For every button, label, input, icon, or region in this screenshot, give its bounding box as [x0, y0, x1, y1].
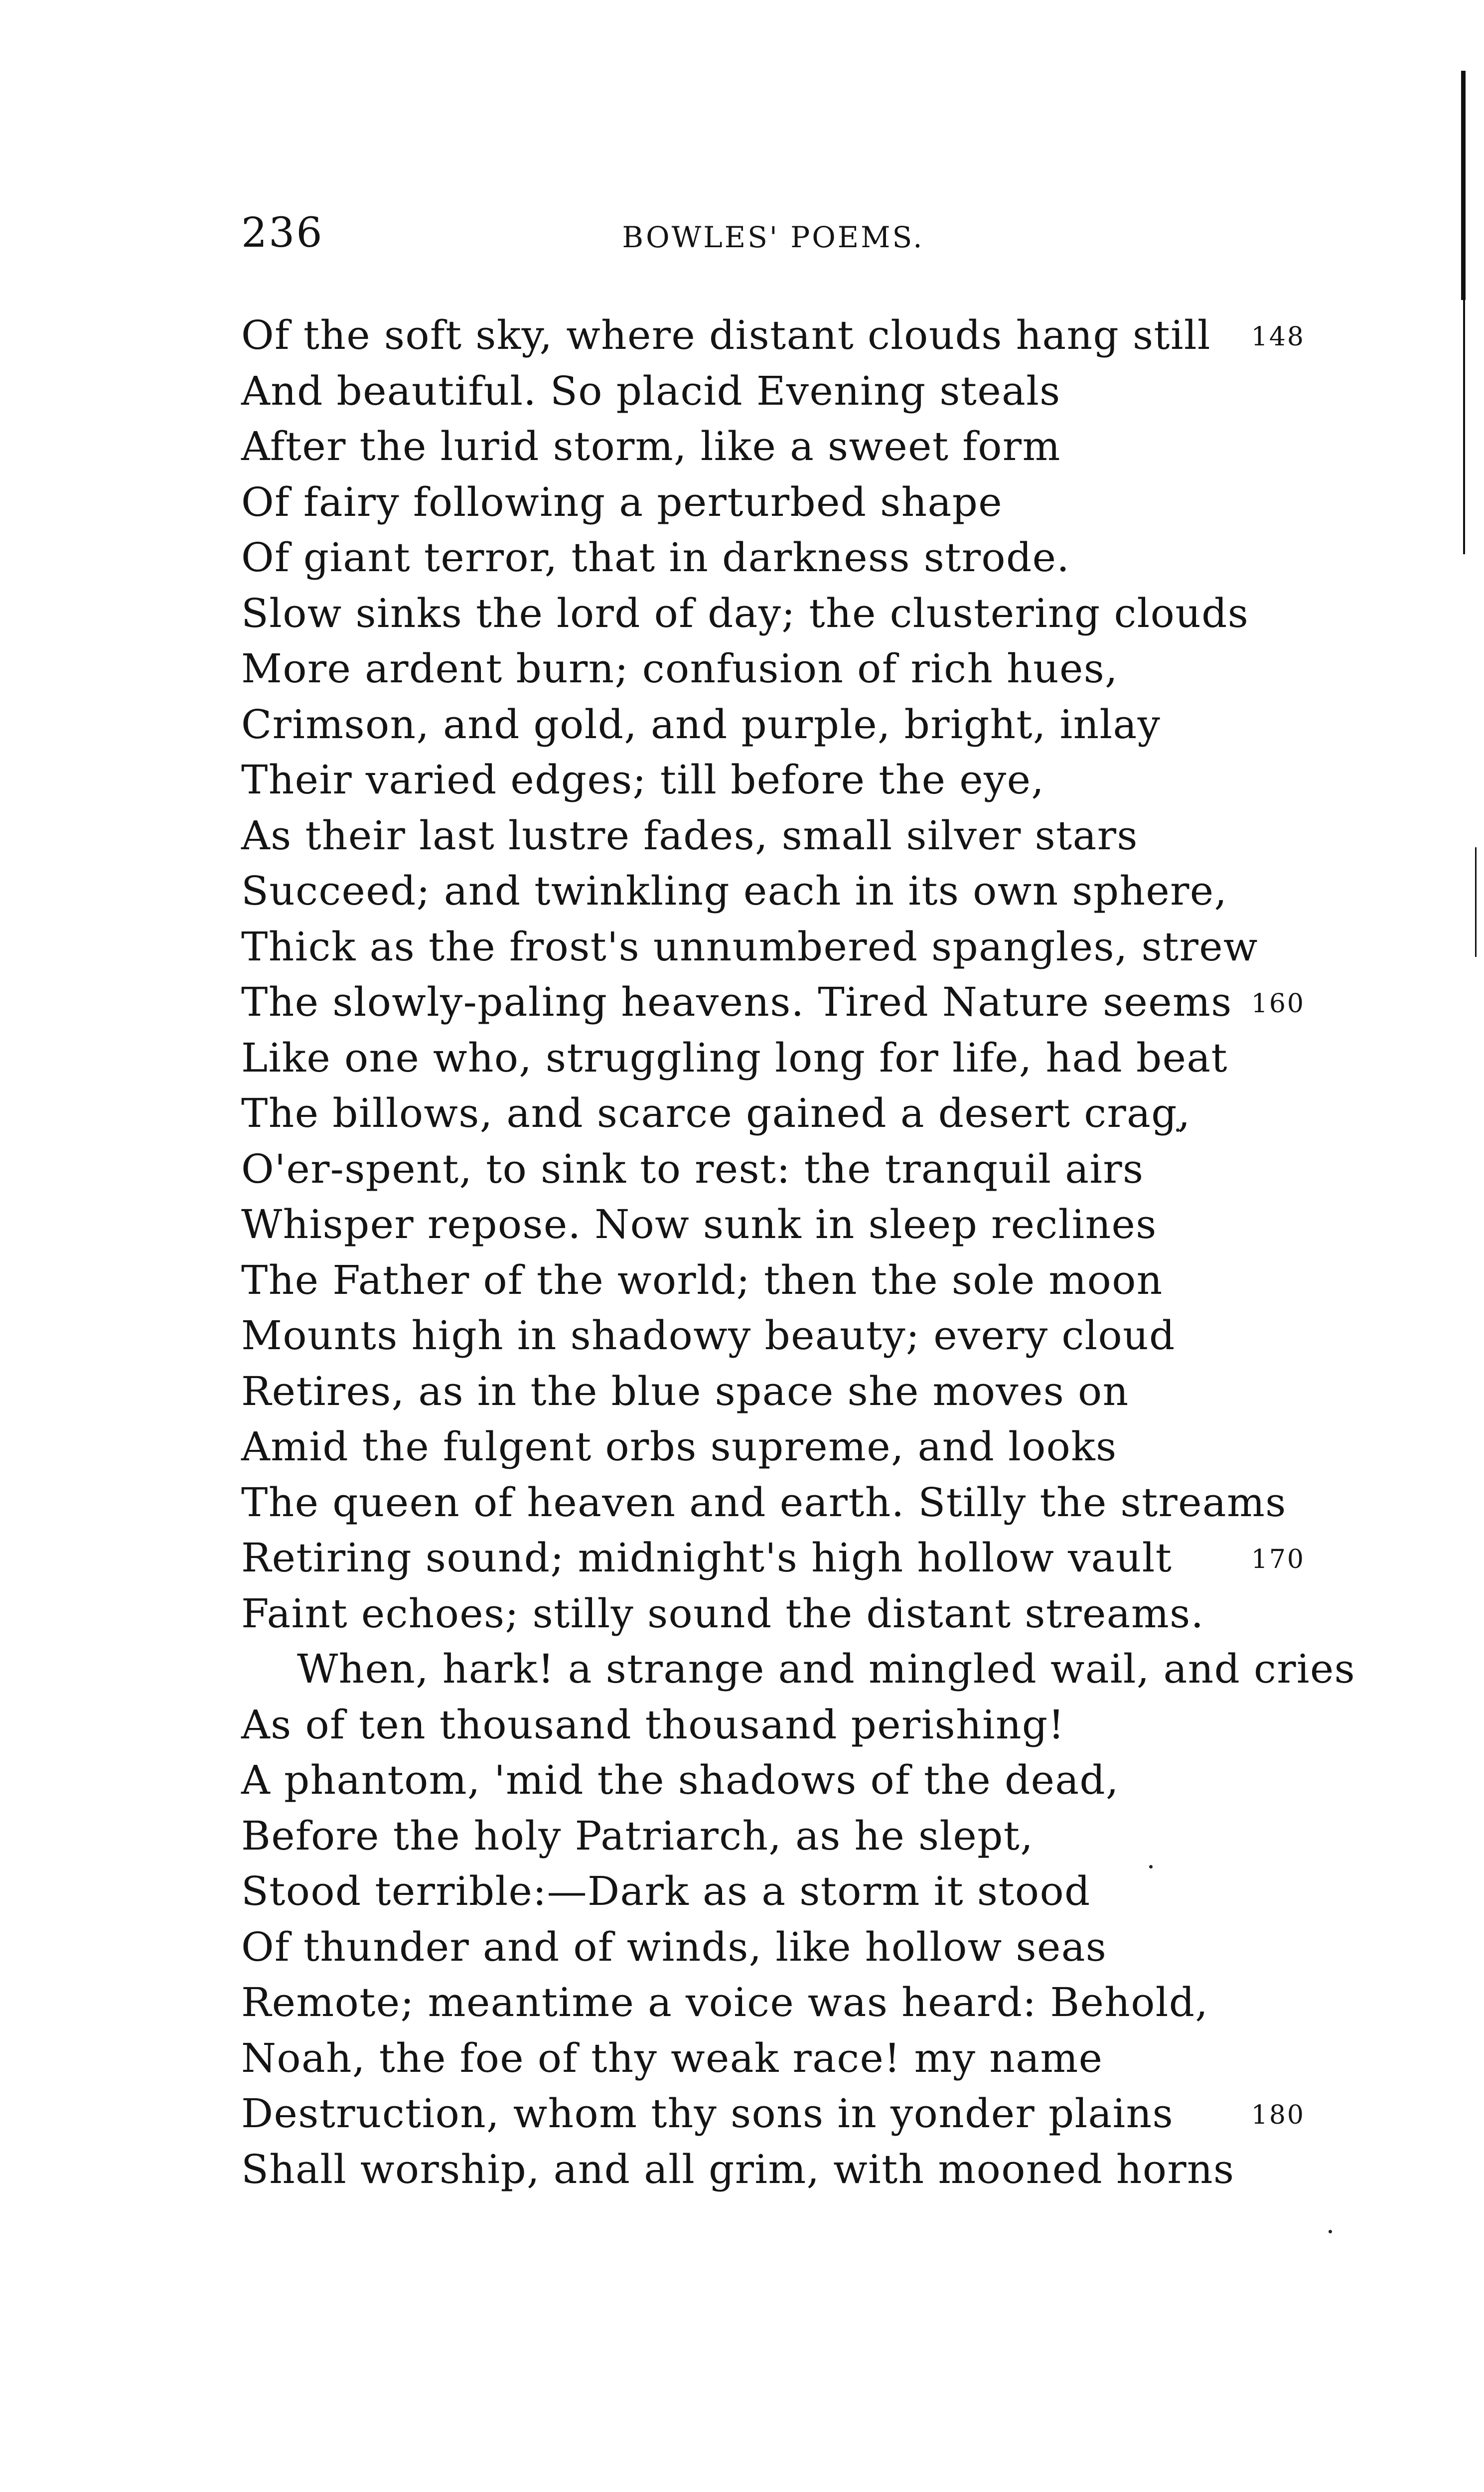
line-number: 170 — [1251, 1545, 1305, 1574]
line-number: 148 — [1251, 322, 1305, 352]
print-speck — [1329, 2230, 1332, 2233]
poem-line-text: As of ten thousand thousand perishing! — [241, 1701, 1065, 1748]
poem-line-text: As their last lustre fades, small silver stars — [241, 812, 1138, 859]
poem-line — [241, 1030, 1305, 1086]
poem-line — [241, 752, 1305, 808]
poem-line — [241, 308, 1305, 363]
poem-line-text: Slow sinks the lord of day; the clustering clouds — [241, 590, 1249, 636]
poem-line-text: Like one who, struggling long for life, had beat — [241, 1034, 1228, 1081]
poem-line-text: Of the soft sky, where distant clouds hang still — [241, 312, 1211, 358]
poem-line-text: The billows, and scarce gained a desert crag, — [241, 1090, 1191, 1136]
poem-line-text: Of thunder and of winds, like hollow seas — [241, 1923, 1107, 1970]
poem-line-text: Of fairy following a perturbed shape — [241, 478, 1003, 525]
poem-line — [241, 697, 1305, 753]
poem-line-text: Of giant terror, that in darkness strode. — [241, 534, 1070, 581]
poem-line-text: Before the holy Patriarch, as he slept, — [241, 1812, 1034, 1859]
poem-line-text: A phantom, 'mid the shadows of the dead, — [241, 1757, 1119, 1803]
poem-line — [241, 1697, 1305, 1753]
poem-line-text: Stood terrible:—Dark as a storm it stood — [241, 1868, 1091, 1914]
poem-line — [241, 2086, 1305, 2142]
poem-line — [241, 974, 1305, 1030]
poem-line-text: The Father of the world; then the sole moon — [241, 1256, 1163, 1303]
line-number: 160 — [1251, 989, 1305, 1019]
binding-edge-mark — [1461, 71, 1466, 300]
poem-line-text: Shall worship, and all grim, with mooned horns — [241, 2146, 1235, 2192]
poem-line — [241, 1141, 1305, 1197]
poem-line — [241, 1308, 1305, 1364]
poem-line — [241, 1864, 1305, 1919]
poem-line — [241, 586, 1305, 641]
poem-line-text: Noah, the foe of thy weak race! my name — [241, 2034, 1103, 2081]
poem-line-text: Retires, as in the blue space she moves on — [241, 1368, 1129, 1414]
poem-line — [241, 1086, 1305, 1141]
poem-line — [241, 808, 1305, 864]
poem-line — [241, 363, 1305, 419]
poem-line — [241, 1641, 1356, 1697]
poem-line-text: The queen of heaven and earth. Stilly the streams — [241, 1479, 1287, 1526]
poem-line-text: Mounts high in shadowy beauty; every cloud — [241, 1312, 1176, 1359]
poem-line-text: Whisper repose. Now sunk in sleep reclines — [241, 1201, 1157, 1247]
poem-line-text: Succeed; and twinkling each in its own sphere, — [241, 868, 1228, 914]
poem-line — [241, 1919, 1305, 1975]
poem-line — [241, 1364, 1305, 1419]
poem-line — [241, 2142, 1305, 2197]
line-number: 180 — [1251, 2100, 1305, 2130]
poem-line — [241, 1252, 1305, 1308]
poem-line — [241, 1975, 1305, 2030]
page-header — [241, 208, 1305, 258]
poem-line-text: Crimson, and gold, and purple, bright, inlay — [241, 701, 1161, 748]
poem-line — [241, 2030, 1305, 2086]
page-number: 236 — [241, 209, 324, 257]
poem-line — [241, 1475, 1305, 1531]
poem-line-text: Retiring sound; midnight's high hollow vault — [241, 1535, 1173, 1581]
poem-line — [241, 1419, 1305, 1475]
poem-body — [241, 308, 1356, 2197]
poem-line — [241, 530, 1305, 586]
poem-line — [241, 419, 1305, 474]
poem-line-text: After the lurid storm, like a sweet form — [241, 423, 1061, 469]
poem-line-text: Destruction, whom thy sons in yonder plains — [241, 2090, 1174, 2137]
poem-line — [241, 1197, 1305, 1252]
poem-line-text: Amid the fulgent orbs supreme, and looks — [241, 1423, 1117, 1470]
binding-edge-mark — [1475, 847, 1477, 957]
poem-line — [241, 1808, 1305, 1864]
poem-line — [241, 474, 1305, 530]
poem-line — [241, 641, 1305, 697]
poem-line-text: Thick as the frost's unnumbered spangles, strew — [241, 923, 1258, 970]
poem-line-text: O'er-spent, to sink to rest: the tranquil airs — [241, 1145, 1144, 1192]
poem-line-text: When, hark! a strange and mingled wail, and cries — [297, 1646, 1356, 1692]
poem-line-text: The slowly-paling heavens. Tired Nature seems — [241, 979, 1232, 1025]
poem-line — [241, 919, 1305, 975]
poem-line — [241, 863, 1305, 919]
poem-line — [241, 1530, 1305, 1586]
poem-line — [241, 1752, 1305, 1808]
running-head: BOWLES' POEMS. — [622, 220, 924, 254]
binding-edge-mark — [1463, 300, 1465, 554]
poem-line-text: And beautiful. So placid Evening steals — [241, 367, 1061, 414]
poem-line — [241, 1586, 1305, 1642]
poem-line-text: Remote; meantime a voice was heard: Behold, — [241, 1979, 1209, 2025]
poem-line-text: Their varied edges; till before the eye, — [241, 757, 1045, 803]
poem-line-text: More ardent burn; confusion of rich hues, — [241, 645, 1119, 692]
poem-line-text: Faint echoes; stilly sound the distant streams. — [241, 1590, 1204, 1637]
